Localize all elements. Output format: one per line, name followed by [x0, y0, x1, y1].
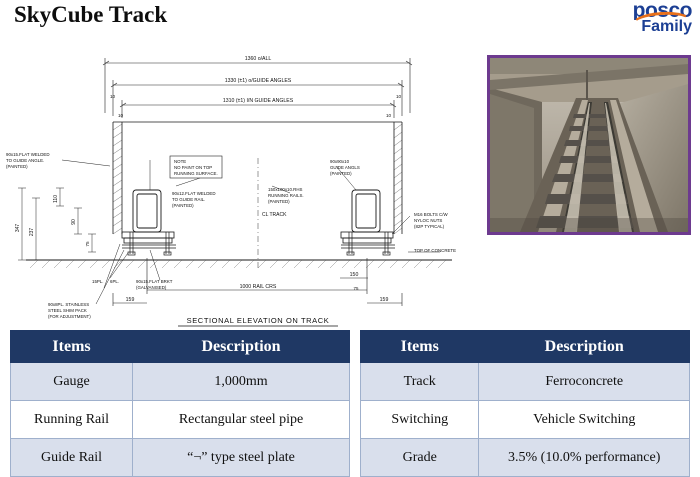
logo-posco-text: posco	[632, 0, 692, 20]
table-cell-item: Grade	[361, 439, 479, 477]
svg-text:(PAINTED): (PAINTED)	[268, 199, 290, 204]
svg-text:(PAINTED): (PAINTED)	[330, 171, 352, 176]
svg-text:TOP OF CONCRETE: TOP OF CONCRETE	[414, 248, 457, 253]
svg-text:1310 (±1) I/N GUIDE ANGLES: 1310 (±1) I/N GUIDE ANGLES	[222, 98, 294, 104]
svg-text:150: 150	[349, 272, 359, 278]
svg-text:90x8PL. STAINLESS: 90x8PL. STAINLESS	[48, 302, 90, 307]
svg-text:TO GUIDE RAIL.: TO GUIDE RAIL.	[172, 197, 206, 202]
svg-text:(PAINTED): (PAINTED)	[172, 203, 194, 208]
svg-text:10: 10	[386, 113, 392, 118]
table-cell-description: “¬” type steel plate	[133, 439, 350, 477]
svg-text:110: 110	[53, 195, 59, 203]
table-right-header-items: Items	[361, 331, 479, 363]
table-row	[361, 401, 690, 439]
table-cell-description: 3.5% (10.0% performance)	[479, 439, 690, 477]
posco-family-logo	[600, 0, 692, 36]
table-cell-item: Gauge	[11, 363, 133, 401]
svg-text:90x90x10: 90x90x10	[330, 159, 350, 164]
table-cell-description: Rectangular steel pipe	[133, 401, 350, 439]
table-cell-description: Ferroconcrete	[479, 363, 690, 401]
svg-text:CL TRACK: CL TRACK	[262, 212, 287, 218]
table-left-header-items: Items	[11, 331, 133, 363]
svg-text:RUNNING RAILS.: RUNNING RAILS.	[268, 193, 304, 198]
svg-text:TO GUIDE ANGLE.: TO GUIDE ANGLE.	[6, 158, 45, 163]
svg-text:(FOR ADJUSTMENT): (FOR ADJUSTMENT)	[48, 314, 91, 319]
technical-drawing	[0, 38, 480, 328]
spec-table-right	[360, 330, 690, 477]
table-row	[11, 401, 350, 439]
table-cell-description: 1,000mm	[133, 363, 350, 401]
svg-text:347: 347	[15, 223, 21, 233]
svg-text:M16 BOLTS C/W: M16 BOLTS C/W	[414, 212, 448, 217]
svg-text:NOTE: NOTE	[174, 159, 187, 164]
drawing-caption: SECTIONAL ELEVATION ON TRACK	[186, 316, 330, 325]
logo-family-text: Family	[641, 18, 692, 35]
svg-text:RUNNING SURFACE.: RUNNING SURFACE.	[174, 171, 218, 176]
svg-text:159: 159	[379, 297, 389, 303]
table-left-header-description: Description	[133, 331, 350, 363]
table-header-row	[361, 331, 690, 363]
svg-text:10: 10	[396, 94, 402, 99]
table-cell-item: Running Rail	[11, 401, 133, 439]
svg-text:15PL.: 15PL.	[92, 279, 104, 284]
svg-text:90x15.FLAT BRKT: 90x15.FLAT BRKT	[136, 279, 173, 284]
svg-text:90: 90	[71, 219, 77, 225]
table-header-row	[11, 331, 350, 363]
svg-text:75: 75	[353, 286, 359, 291]
table-cell-item: Track	[361, 363, 479, 401]
svg-text:150x100x10.RHS: 150x100x10.RHS	[268, 187, 303, 192]
table-right-header-description: Description	[479, 331, 690, 363]
svg-text:90x15.FLAT WELDED: 90x15.FLAT WELDED	[6, 152, 50, 157]
svg-text:GUIDE ANGLS: GUIDE ANGLS	[330, 165, 360, 170]
table-cell-item: Switching	[361, 401, 479, 439]
svg-text:STEEL SHIM PACK: STEEL SHIM PACK	[48, 308, 87, 313]
svg-text:NYLOC NUTS: NYLOC NUTS	[414, 218, 443, 223]
table-row	[11, 363, 350, 401]
svg-text:237: 237	[29, 227, 35, 237]
table-cell-description: Vehicle Switching	[479, 401, 690, 439]
spec-table-left	[10, 330, 350, 477]
svg-text:1360 o/ALL: 1360 o/ALL	[244, 56, 272, 62]
svg-text:159: 159	[125, 297, 135, 303]
page-title: SkyCube Track	[14, 2, 168, 27]
svg-text:10: 10	[118, 113, 124, 118]
svg-text:(82P TYPICAL): (82P TYPICAL)	[414, 224, 445, 229]
table-cell-item: Guide Rail	[11, 439, 133, 477]
spec-tables	[10, 330, 690, 477]
svg-text:1330 (±1) o/GUIDE ANGLES: 1330 (±1) o/GUIDE ANGLES	[224, 78, 292, 84]
svg-text:(PAINTED): (PAINTED)	[6, 164, 28, 169]
track-photograph	[487, 55, 691, 235]
svg-text:75: 75	[85, 241, 90, 247]
svg-text:(GALVANISED): (GALVANISED)	[136, 285, 167, 290]
svg-text:NO PAINT ON TOP: NO PAINT ON TOP	[174, 165, 213, 170]
table-row	[361, 363, 690, 401]
svg-text:10: 10	[110, 94, 116, 99]
svg-text:90x12.FLAT WELDED: 90x12.FLAT WELDED	[172, 191, 216, 196]
svg-text:6PL.: 6PL.	[110, 279, 120, 284]
svg-text:1000 RAIL CRS: 1000 RAIL CRS	[239, 284, 277, 290]
